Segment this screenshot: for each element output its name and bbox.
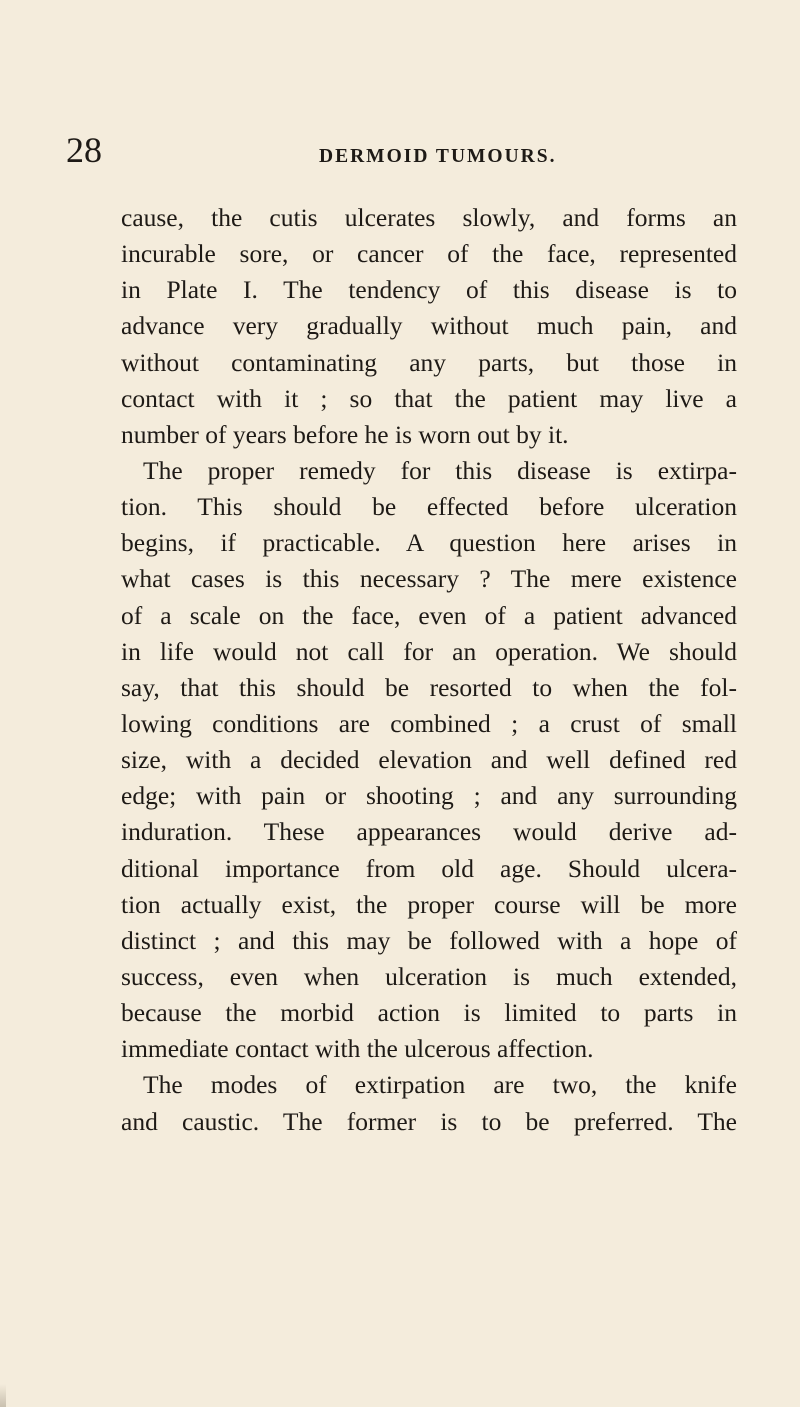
text-line: lowing conditions are combined ; a crust of small [121, 708, 737, 738]
text-line: The proper remedy for this disease is extirpa- [143, 455, 737, 485]
text-line: tion actually exist, the proper course will be more [121, 889, 737, 919]
text-line: in Plate I. The tendency of this disease is to [121, 275, 737, 305]
text-line: size, with a decided elevation and well defined red [121, 745, 737, 775]
text-line: say, that this should be resorted to when the fol- [121, 672, 737, 702]
text-line: because the morbid action is limited to parts in [121, 998, 737, 1028]
text-line: in life would not call for an operation. We should [121, 636, 737, 666]
text-line: number of years before he is worn out by it. [121, 419, 569, 449]
text-line: and caustic. The former is to be preferred. The [121, 1106, 737, 1136]
text-line: of a scale on the face, even of a patient advanced [121, 600, 737, 630]
text-line: what cases is this necessary ? The mere existence [121, 564, 737, 594]
text-line: tion. This should be effected before ulceration [121, 492, 737, 522]
text-line: advance very gradually without much pain, and [121, 311, 737, 341]
running-title: DERMOID TUMOURS. [319, 146, 557, 167]
page-number: 28 [66, 130, 102, 170]
text-line: contact with it ; so that the patient may live a [121, 383, 737, 413]
text-line: The modes of extirpation are two, the knife [143, 1070, 737, 1100]
page-edge-shadow [0, 1384, 6, 1407]
body-text [121, 200, 737, 1140]
text-line: begins, if practicable. A question here arises in [121, 528, 737, 558]
text-line: success, even when ulceration is much extended, [121, 961, 737, 991]
text-line: cause, the cutis ulcerates slowly, and forms an [121, 203, 737, 232]
text-line: edge; with pain or shooting ; and any surrounding [121, 781, 737, 811]
text-line: immediate contact with the ulcerous affection. [121, 1034, 594, 1064]
text-line: ditional importance from old age. Should ulcera- [121, 853, 737, 883]
text-line: distinct ; and this may be followed with a hope of [121, 925, 737, 955]
text-line: incurable sore, or cancer of the face, represented [121, 239, 737, 269]
text-line: without contaminating any parts, but those in [121, 347, 737, 377]
text-line: induration. These appearances would derive ad- [121, 817, 737, 847]
